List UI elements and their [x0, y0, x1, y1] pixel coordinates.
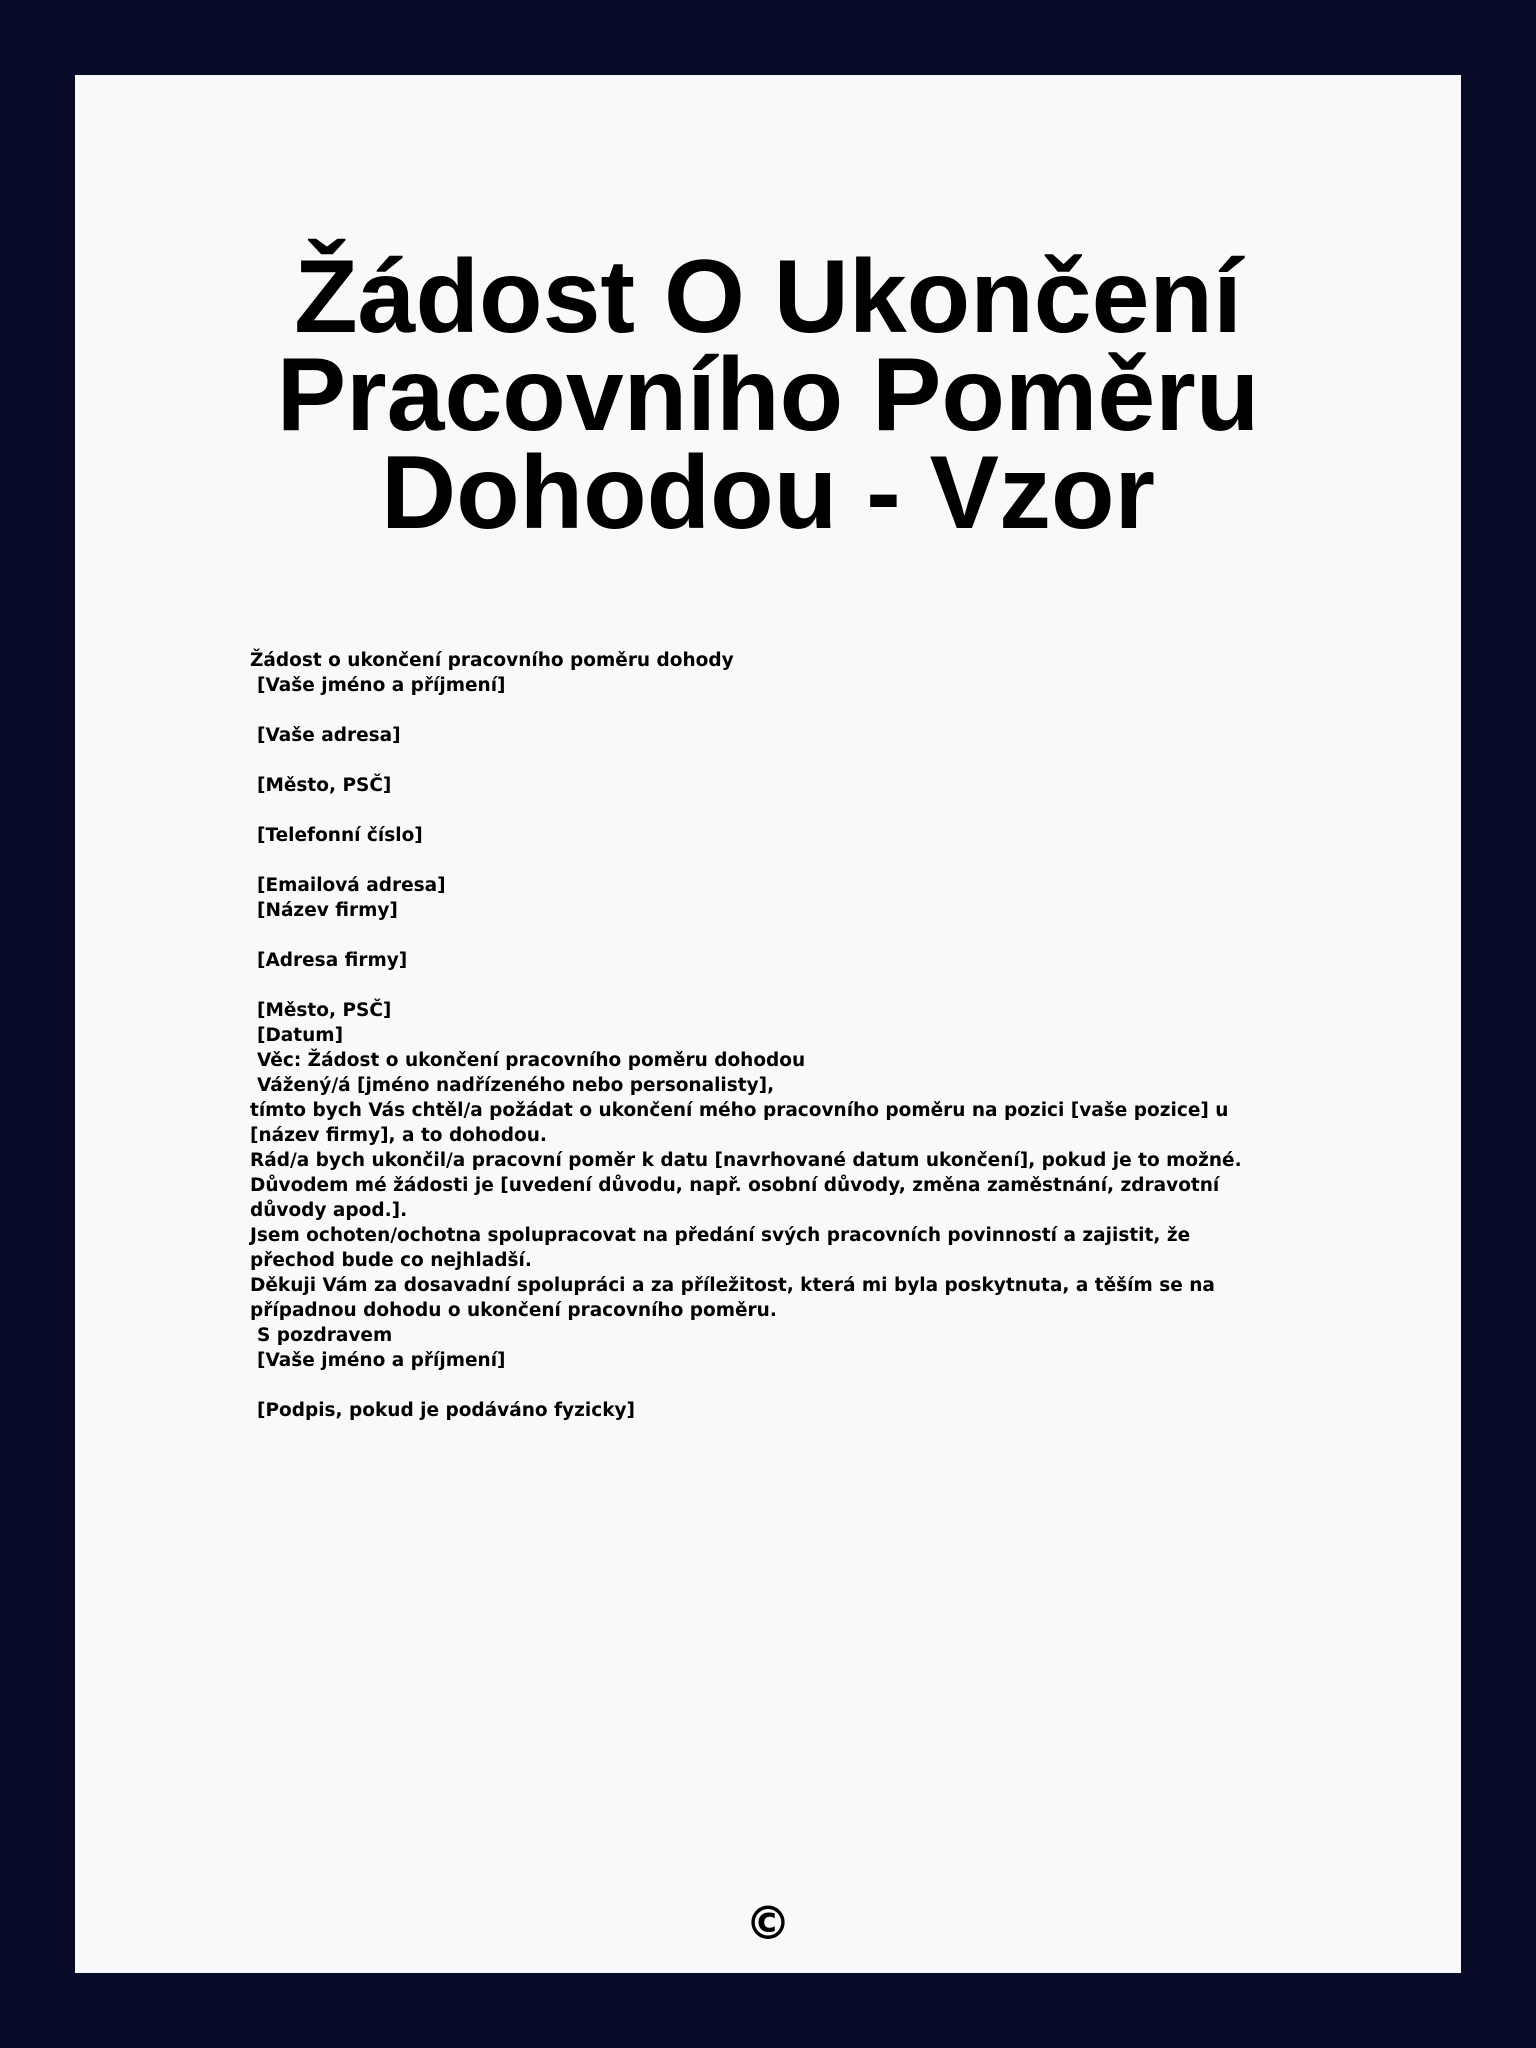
spacer	[250, 923, 1290, 948]
title-line: Pracovního Poměru	[276, 337, 1260, 453]
letter-paragraph: Děkuji Vám za dosavadní spolupráci a za příležitost, která mi byla poskytnuta, a těším se na případnou dohodu o ukončení pracovního poměru.	[250, 1275, 1215, 1321]
document-page	[75, 75, 1461, 1973]
signature-name: [Vaše jméno a příjmení]	[257, 1350, 506, 1371]
title-line: Žádost O Ukončení	[294, 239, 1242, 355]
spacer	[250, 973, 1290, 998]
letter-closing: S pozdravem	[257, 1325, 393, 1346]
title-line: Dohodou - Vzor	[380, 435, 1156, 551]
spacer	[250, 848, 1290, 873]
letter-date: [Datum]	[257, 1025, 344, 1046]
letter-heading: Žádost o ukončení pracovního poměru dohody	[250, 650, 734, 671]
spacer	[250, 698, 1290, 723]
spacer	[250, 1373, 1290, 1398]
letter-salutation: Vážený/á [jméno nadřízeného nebo personalisty],	[257, 1075, 775, 1096]
sender-phone: [Telefonní číslo]	[257, 825, 423, 846]
letter-paragraph: tímto bych Vás chtěl/a požádat o ukončení mého pracovního poměru na pozici [vaše pozice] u [název firmy], a to dohodou.	[250, 1100, 1229, 1146]
spacer	[250, 798, 1290, 823]
letter-paragraph: Jsem ochoten/ochotna spolupracovat na předání svých pracovních povinností a zajistit, že přechod bude co nejhladší.	[250, 1225, 1191, 1271]
copyright-icon: ©	[745, 1896, 791, 1950]
recipient-address: [Adresa firmy]	[257, 950, 408, 971]
sender-address: [Vaše adresa]	[257, 725, 401, 746]
recipient-city: [Město, PSČ]	[257, 1000, 392, 1021]
sender-email: [Emailová adresa]	[257, 875, 446, 896]
letter-subject: Věc: Žádost o ukončení pracovního poměru dohodou	[257, 1050, 806, 1071]
signature-note: [Podpis, pokud je podáváno fyzicky]	[257, 1400, 636, 1421]
sender-name: [Vaše jméno a příjmení]	[257, 675, 506, 696]
recipient-company: [Název firmy]	[257, 900, 398, 921]
sender-city: [Město, PSČ]	[257, 775, 392, 796]
letter-paragraph: Rád/a bych ukončil/a pracovní poměr k datu [navrhované datum ukončení], pokud je to možné. Důvodem mé žádosti je [uvedení důvodu, např. osobní důvody, změna zaměstnání, zdravotní důvody apod.].	[250, 1150, 1242, 1221]
letter-body	[250, 648, 1290, 1423]
spacer	[250, 748, 1290, 773]
document-title	[75, 239, 1461, 551]
